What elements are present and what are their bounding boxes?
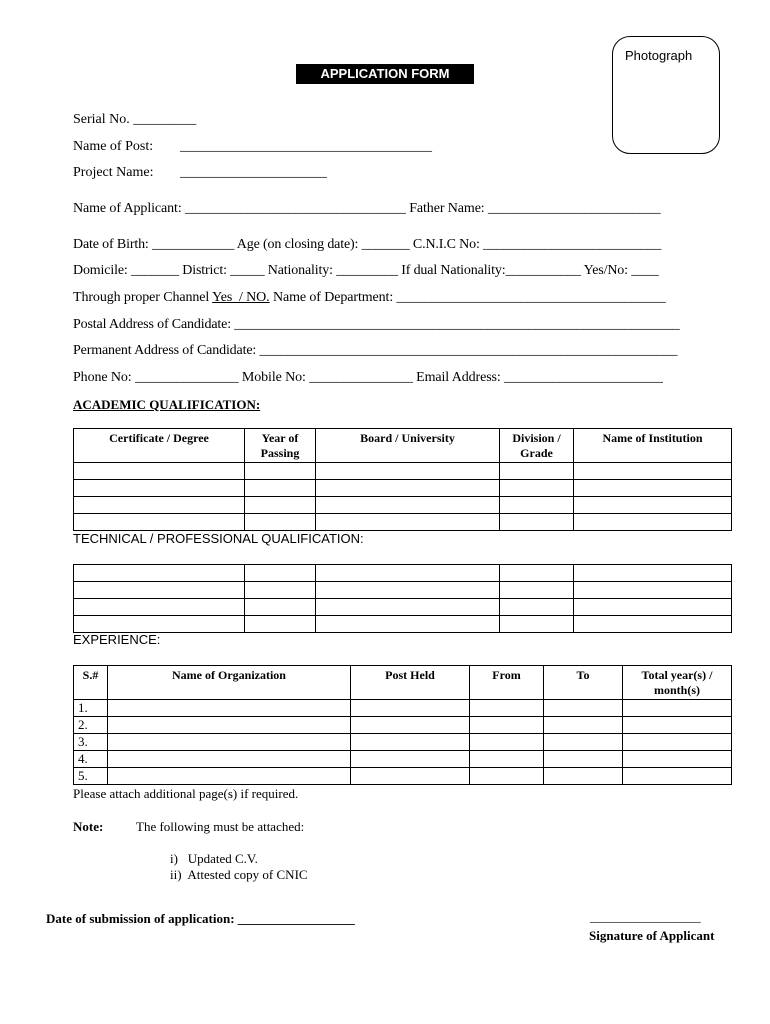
col-certificate: Certificate / Degree — [74, 429, 245, 463]
col-total: Total year(s) / month(s) — [623, 666, 732, 700]
col-from: From — [470, 666, 544, 700]
channel-row[interactable] — [73, 290, 666, 306]
experience-heading: EXPERIENCE: — [73, 632, 161, 647]
table-row: 4. — [74, 751, 732, 768]
note-item: ii) Attested copy of CNIC — [170, 867, 308, 882]
col-year: Year of Passing — [245, 429, 316, 463]
dob-age-cnic-row[interactable]: Date of Birth: ____________ Age (on closing date): _______ C.N.I.C No: __________________________ — [73, 237, 662, 252]
col-institution: Name of Institution — [574, 429, 732, 463]
col-organization: Name of Organization — [108, 666, 351, 700]
col-to: To — [544, 666, 623, 700]
project-field[interactable]: _____________________ — [180, 165, 327, 180]
table-row: 3. — [74, 734, 732, 751]
attach-note: Please attach additional page(s) if required. — [73, 786, 299, 801]
post-field[interactable]: ____________________________________ — [180, 139, 432, 154]
col-board: Board / University — [316, 429, 500, 463]
photograph-box[interactable]: Photograph — [612, 36, 720, 154]
channel-yes-no[interactable]: Yes / NO. — [212, 290, 270, 305]
table-row: 1. — [74, 700, 732, 717]
table-row — [74, 582, 732, 599]
phone-row[interactable]: Phone No: _______________ Mobile No: _______________ Email Address: _______________________ — [73, 370, 663, 385]
table-row — [74, 514, 732, 531]
applicant-father-row[interactable]: Name of Applicant: ________________________________ Father Name: _________________________ — [73, 201, 661, 216]
col-division: Division / Grade — [500, 429, 574, 463]
col-serial: S.# — [74, 666, 108, 700]
note-label: Note: — [73, 819, 104, 834]
submission-date-field[interactable]: Date of submission of application: __________________ — [46, 911, 355, 926]
academic-heading: ACADEMIC QUALIFICATION: — [73, 397, 261, 412]
table-row: 5. — [74, 768, 732, 785]
domicile-row[interactable]: Domicile: _______ District: _____ Nationality: _________ If dual Nationality:___________ Yes/No: ____ — [73, 263, 659, 278]
project-label: Project Name: — [73, 165, 154, 180]
table-row — [74, 599, 732, 616]
technical-table — [73, 564, 732, 633]
table-row — [74, 480, 732, 497]
academic-table — [73, 428, 732, 531]
form-title: APPLICATION FORM — [296, 64, 474, 84]
post-label: Name of Post: — [73, 139, 154, 154]
department-field[interactable]: Name of Department: _______________________________________ — [269, 290, 666, 305]
table-row — [74, 463, 732, 480]
experience-table — [73, 665, 732, 785]
note-text: The following must be attached: — [136, 819, 305, 834]
col-post-held: Post Held — [351, 666, 470, 700]
technical-heading: TECHNICAL / PROFESSIONAL QUALIFICATION: — [73, 531, 364, 546]
postal-address-row[interactable]: Postal Address of Candidate: _________________________________________________________________ — [73, 317, 680, 332]
signature-line[interactable]: _________________ — [590, 909, 701, 924]
signature-label: Signature of Applicant — [589, 928, 715, 943]
table-row — [74, 616, 732, 633]
note-item: i) Updated C.V. — [170, 851, 258, 866]
channel-label: Through proper Channel — [73, 290, 213, 305]
table-row — [74, 497, 732, 514]
table-row — [74, 565, 732, 582]
serial-number-field[interactable]: Serial No. _________ — [73, 112, 197, 127]
permanent-address-row[interactable]: Permanent Address of Candidate: _____________________________________________________________ — [73, 343, 678, 358]
table-row: 2. — [74, 717, 732, 734]
